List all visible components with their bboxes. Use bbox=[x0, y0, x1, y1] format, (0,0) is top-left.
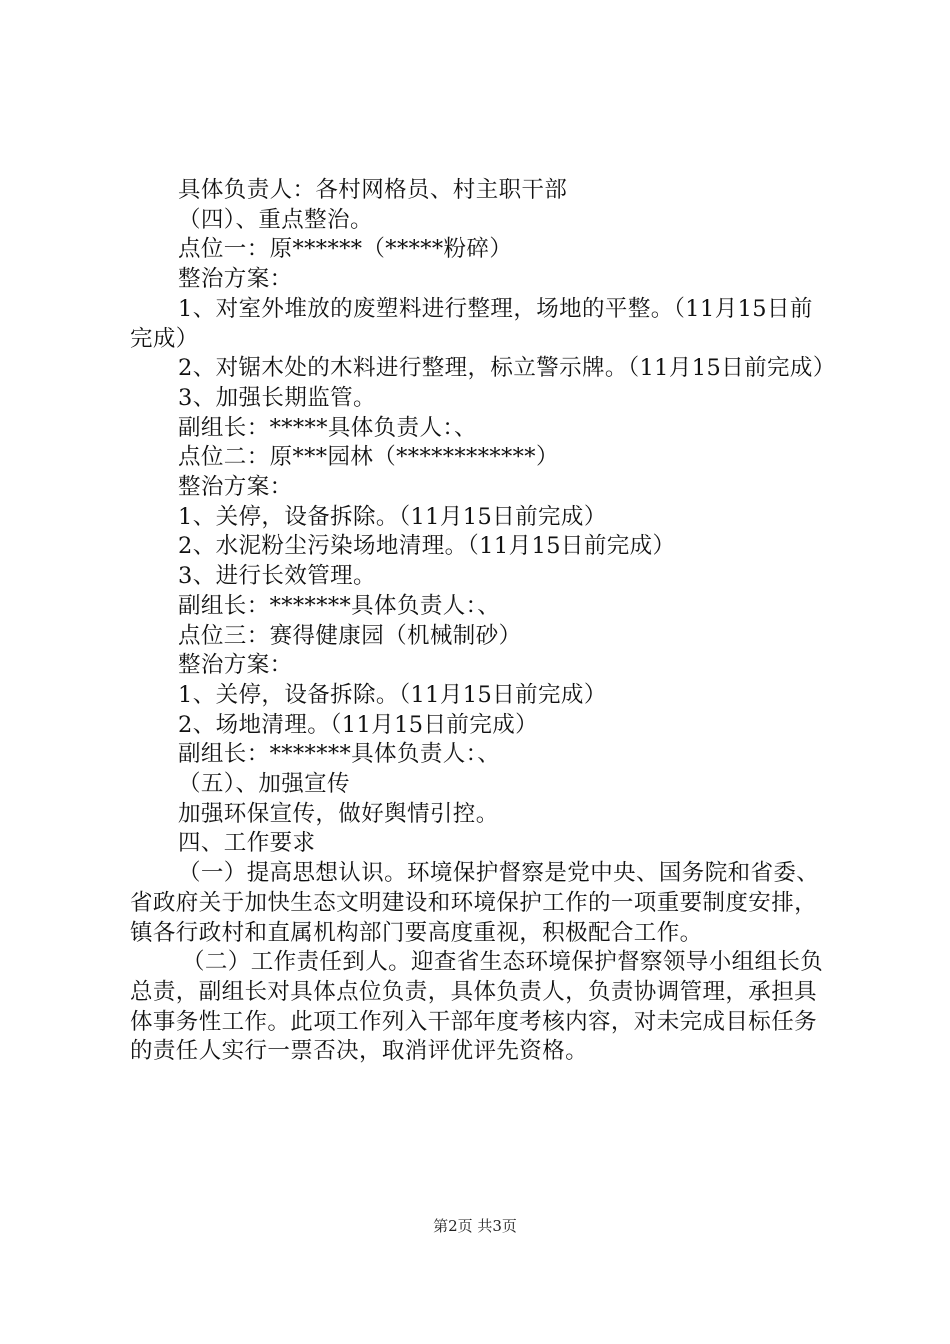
paragraph: 加强环保宣传，做好舆情引控。 bbox=[178, 800, 499, 827]
paragraph: 点位三：赛得健康园（机械制砂） bbox=[178, 622, 522, 649]
paragraph: （四）、重点整治。 bbox=[178, 206, 373, 233]
page-footer: 第2页 共3页 bbox=[433, 1217, 517, 1235]
paragraph: 2、水泥粉尘污染场地清理。（11月15日前完成） bbox=[178, 533, 676, 560]
paragraph: 副组长：*******具体负责人：、 bbox=[178, 592, 501, 619]
paragraph: 点位一：原******（*****粉碎） bbox=[178, 236, 513, 263]
paragraph: 整治方案： bbox=[178, 652, 293, 679]
paragraph: （一）提高思想认识。环境保护督察是党中央、国务院和省委、省政府关于加快生态文明建设和环境保护工作的一项重要制度安排，镇各行政村和直属机构部门要高度重视，积极配合工作。 bbox=[130, 860, 820, 946]
paragraph: 2、场地清理。（11月15日前完成） bbox=[178, 711, 539, 738]
paragraph: 四、工作要求 bbox=[178, 830, 316, 857]
paragraph: 1、关停，设备拆除。（11月15日前完成） bbox=[178, 681, 607, 708]
paragraph: 副组长：*****具体负责人：、 bbox=[178, 414, 477, 441]
paragraph: 点位二：原***园林（************） bbox=[178, 444, 559, 471]
document-body bbox=[130, 176, 836, 1067]
paragraph: 3、进行长效管理。 bbox=[178, 563, 376, 590]
paragraph: （二）工作责任到人。迎查省生态环境保护督察领导小组组长负总责，副组长对具体点位负责，具体负责人，负责协调管理，承担具体事务性工作。此项工作列入干部年度考核内容，对未完成目标任务的责任人实行一票否决，取消评优评先资格。 bbox=[130, 949, 824, 1065]
paragraph: 整治方案： bbox=[178, 266, 293, 293]
paragraph: 整治方案： bbox=[178, 474, 293, 501]
paragraph: 副组长：*******具体负责人：、 bbox=[178, 741, 501, 768]
paragraph: 2、对锯木处的木料进行整理，标立警示牌。（11月15日前完成） bbox=[178, 355, 836, 382]
paragraph: （五）、加强宣传 bbox=[178, 771, 350, 798]
paragraph: 3、加强长期监管。 bbox=[178, 384, 376, 411]
paragraph: 1、关停，设备拆除。（11月15日前完成） bbox=[178, 503, 607, 530]
paragraph: 1、对室外堆放的废塑料进行整理，场地的平整。（11月15日前完成） bbox=[130, 295, 813, 352]
paragraph: 具体负责人：各村网格员、村主职干部 bbox=[178, 177, 568, 203]
